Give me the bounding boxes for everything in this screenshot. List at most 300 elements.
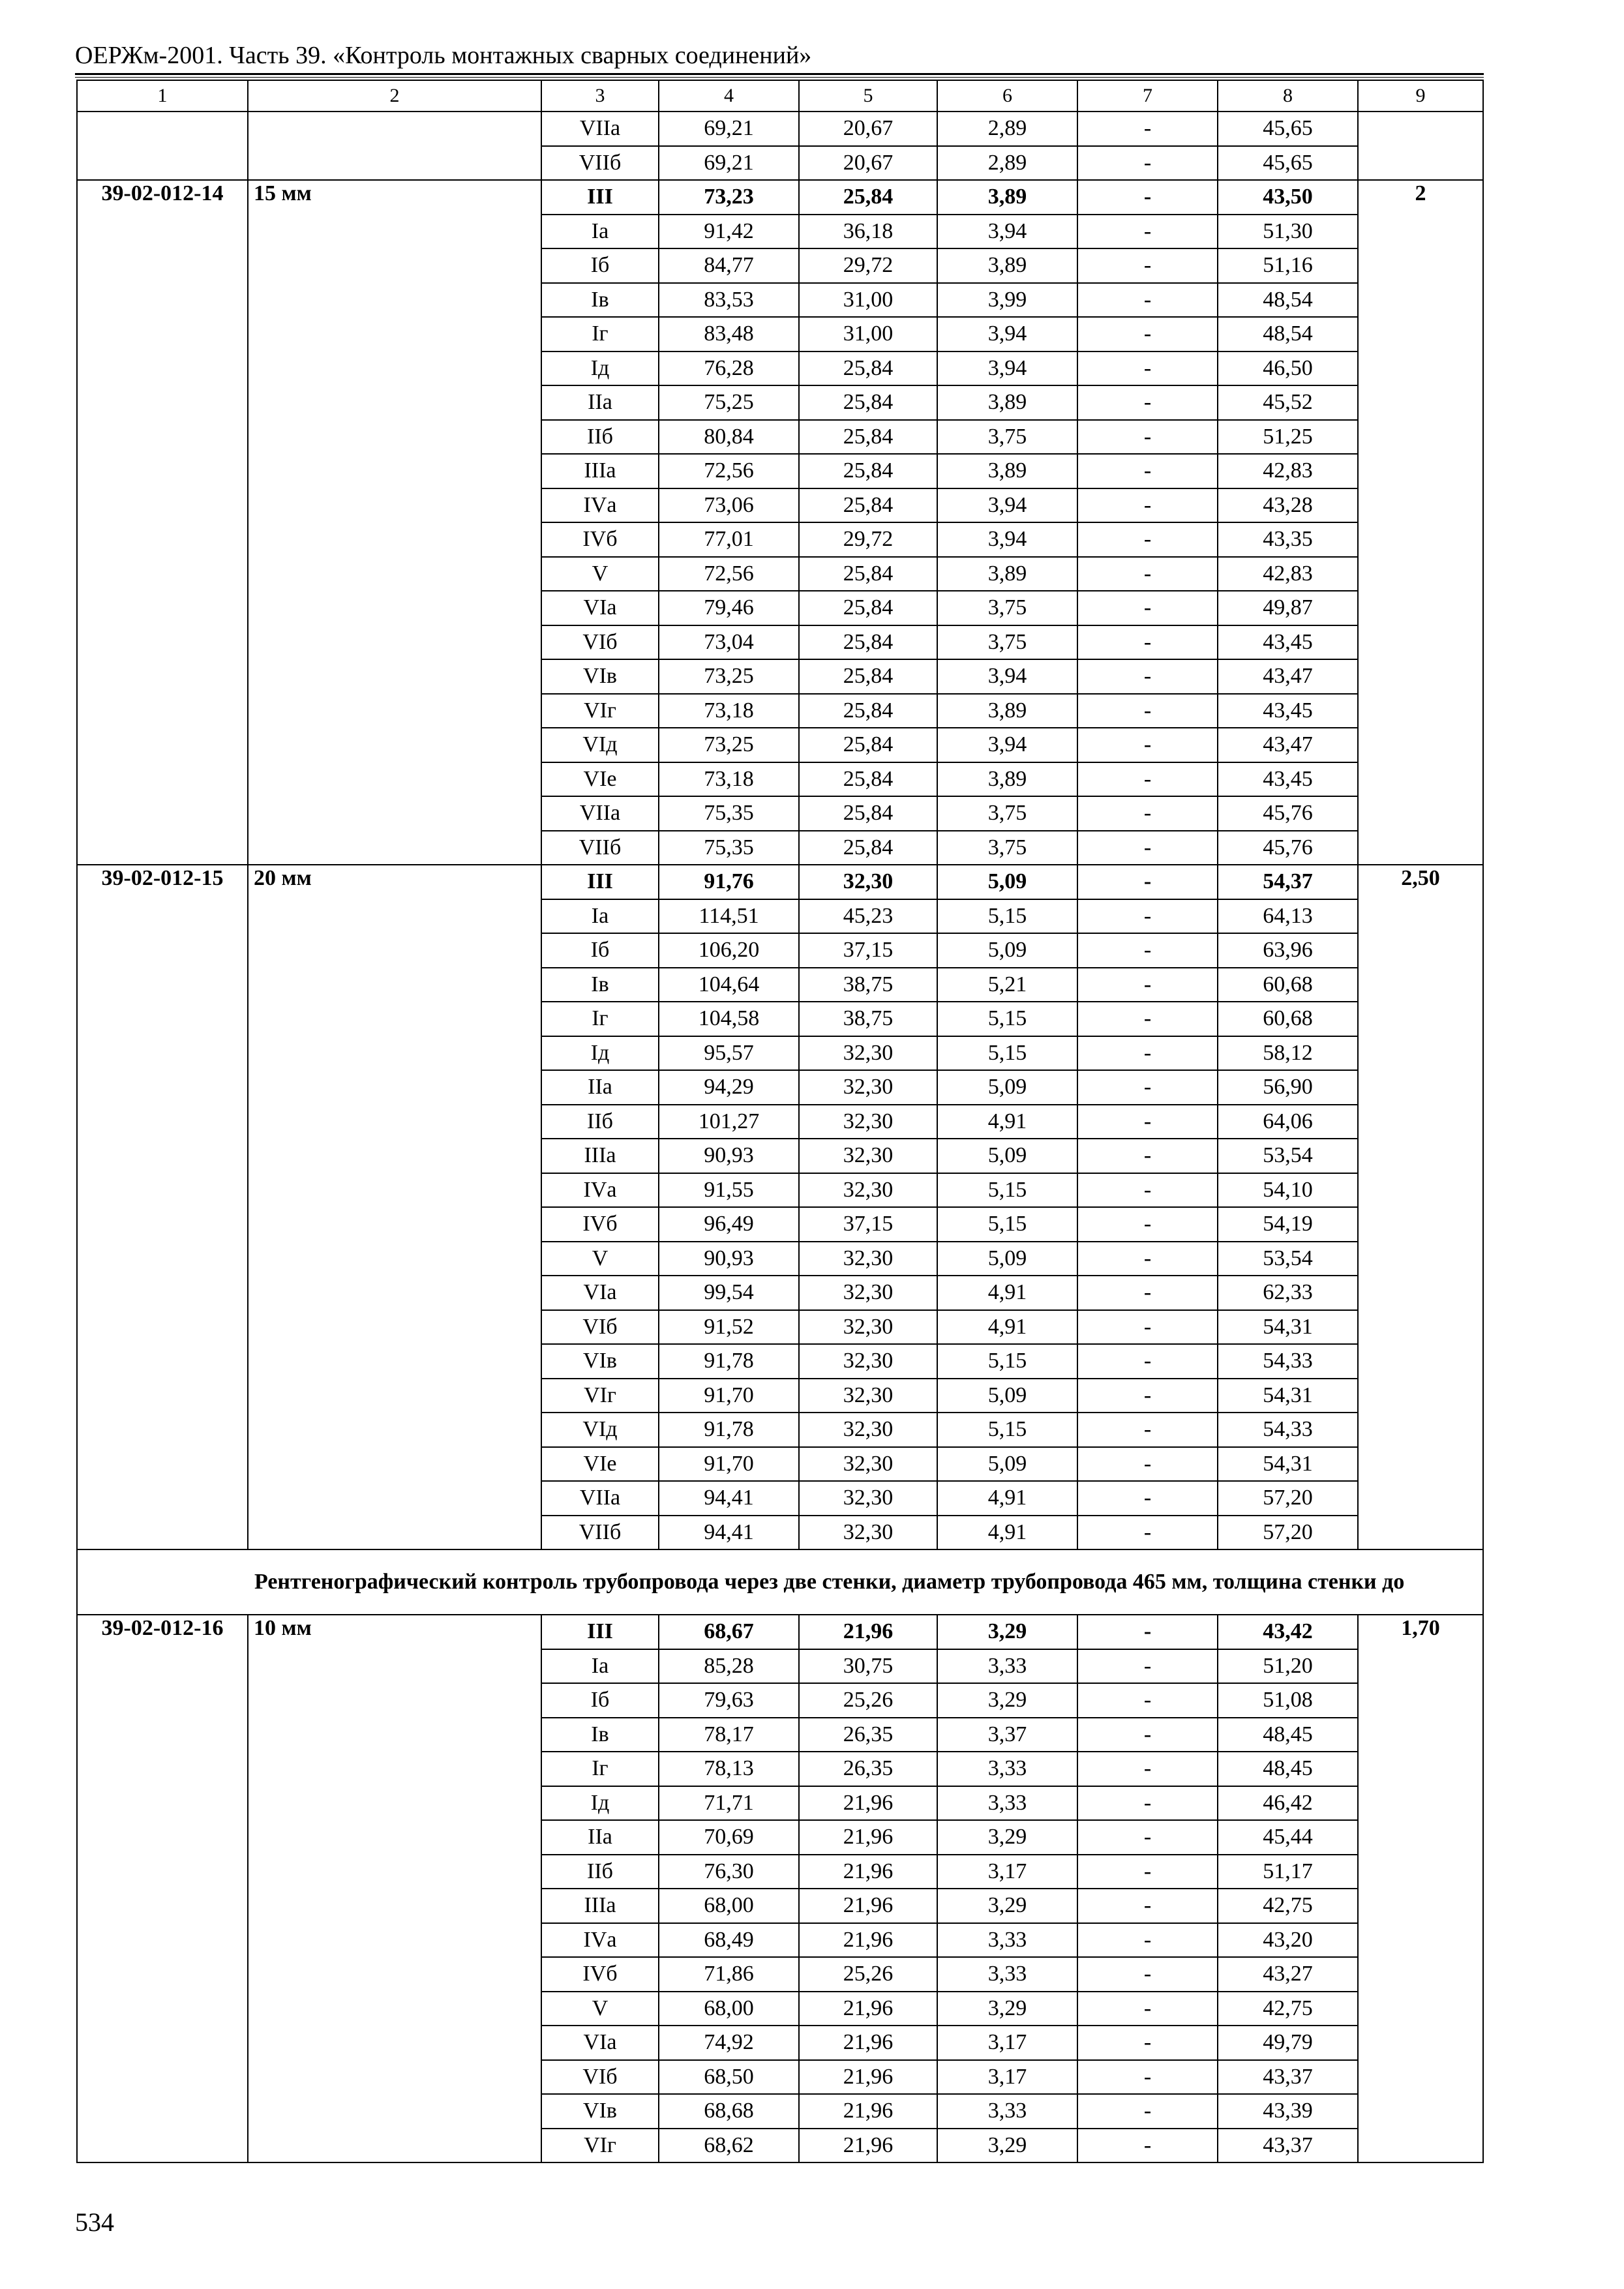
- cell-col7: -: [1077, 1649, 1218, 1684]
- cell-level: III: [541, 1615, 659, 1649]
- cell-col7: -: [1077, 1752, 1218, 1786]
- cell-level: VIд: [541, 728, 659, 762]
- cell-col8: 42,75: [1218, 1992, 1358, 2026]
- cell-col4: 79,63: [659, 1683, 799, 1718]
- cell-col6: 3,37: [937, 1718, 1077, 1752]
- column-number-6: 6: [937, 80, 1077, 112]
- cell-col5: 32,30: [799, 1413, 937, 1447]
- cell-col6: 3,29: [937, 2129, 1077, 2163]
- cell-col5: 21,96: [799, 1923, 937, 1958]
- cell-col5: 25,84: [799, 591, 937, 625]
- cell-col5: 21,96: [799, 1820, 937, 1855]
- table-row: [77, 865, 1483, 899]
- cell-col7: -: [1077, 2094, 1218, 2129]
- cell-col5: 21,96: [799, 2094, 937, 2129]
- cell-col5: 32,30: [799, 1070, 937, 1105]
- cell-col8: 64,06: [1218, 1105, 1358, 1139]
- cell-col4: 72,56: [659, 454, 799, 488]
- cell-col8: 53,54: [1218, 1139, 1358, 1173]
- cell-col8: 48,45: [1218, 1752, 1358, 1786]
- cell-col6: 3,89: [937, 557, 1077, 591]
- cell-col5: 25,84: [799, 454, 937, 488]
- rate-coefficient: 2,50: [1358, 865, 1483, 1549]
- cell-col8: 42,83: [1218, 454, 1358, 488]
- cell-level: Iа: [541, 1649, 659, 1684]
- cell-col4: 94,29: [659, 1070, 799, 1105]
- cell-level: IIб: [541, 1105, 659, 1139]
- cell-col4: 75,35: [659, 831, 799, 865]
- cell-col7: -: [1077, 1070, 1218, 1105]
- cell-col4: 68,67: [659, 1615, 799, 1649]
- cell-col5: 25,84: [799, 352, 937, 386]
- cell-col5: 38,75: [799, 968, 937, 1002]
- cell-level: Iа: [541, 215, 659, 249]
- cell-col6: 4,91: [937, 1276, 1077, 1310]
- cell-col6: 5,15: [937, 899, 1077, 934]
- cell-col5: 25,84: [799, 488, 937, 523]
- cell-col7: -: [1077, 1516, 1218, 1550]
- cell-col6: 3,94: [937, 488, 1077, 523]
- cell-col6: 4,91: [937, 1105, 1077, 1139]
- cell-col6: 3,17: [937, 2060, 1077, 2095]
- cell-col4: 78,17: [659, 1718, 799, 1752]
- cell-col7: -: [1077, 933, 1218, 968]
- cell-col6: 3,89: [937, 762, 1077, 797]
- cell-col8: 43,45: [1218, 762, 1358, 797]
- cell-col5: 25,84: [799, 831, 937, 865]
- cell-col8: 48,45: [1218, 1718, 1358, 1752]
- cell-col7: -: [1077, 1820, 1218, 1855]
- cell-col7: -: [1077, 2129, 1218, 2163]
- cell-col7: -: [1077, 796, 1218, 831]
- cell-col6: 3,33: [937, 1957, 1077, 1992]
- cell-col8: 54,33: [1218, 1344, 1358, 1379]
- cell-col6: 3,94: [937, 728, 1077, 762]
- cell-level: VIг: [541, 2129, 659, 2163]
- cell-col8: 62,33: [1218, 1276, 1358, 1310]
- header-rule-thin: [75, 77, 1484, 78]
- cell-level: IIа: [541, 1070, 659, 1105]
- cell-col7: -: [1077, 385, 1218, 420]
- cell-col4: 94,41: [659, 1481, 799, 1516]
- cell-col4: 68,68: [659, 2094, 799, 2129]
- cell-col7: -: [1077, 728, 1218, 762]
- cell-col5: 32,30: [799, 1379, 937, 1413]
- cell-col5: 21,96: [799, 1855, 937, 1889]
- cell-level: VIа: [541, 1276, 659, 1310]
- cell-col6: 5,09: [937, 1379, 1077, 1413]
- cell-col4: 99,54: [659, 1276, 799, 1310]
- cell-col4: 76,30: [659, 1855, 799, 1889]
- cell-col6: 3,94: [937, 352, 1077, 386]
- cell-col7: -: [1077, 659, 1218, 694]
- cell-col8: 51,08: [1218, 1683, 1358, 1718]
- cell-col7: -: [1077, 180, 1218, 215]
- cell-col4: 72,56: [659, 557, 799, 591]
- cell-col7: -: [1077, 1855, 1218, 1889]
- cell-col7: -: [1077, 1447, 1218, 1482]
- cell-col8: 54,31: [1218, 1310, 1358, 1345]
- cell-col5: 25,84: [799, 385, 937, 420]
- cell-col7: -: [1077, 1379, 1218, 1413]
- cell-level: Iб: [541, 248, 659, 283]
- cell-level: III: [541, 180, 659, 215]
- cell-col4: 76,28: [659, 352, 799, 386]
- cell-col4: 73,25: [659, 728, 799, 762]
- cell-col5: 32,30: [799, 1242, 937, 1276]
- cell-col7: -: [1077, 420, 1218, 455]
- cell-col7: -: [1077, 1481, 1218, 1516]
- cell-col8: 46,42: [1218, 1786, 1358, 1821]
- cell-col6: 3,29: [937, 1615, 1077, 1649]
- cell-col5: 25,26: [799, 1957, 937, 1992]
- cell-col4: 91,52: [659, 1310, 799, 1345]
- cell-col6: 2,89: [937, 146, 1077, 181]
- cell-col8: 54,37: [1218, 865, 1358, 899]
- cell-col7: -: [1077, 1413, 1218, 1447]
- cell-level: IIб: [541, 1855, 659, 1889]
- column-number-4: 4: [659, 80, 799, 112]
- cell-col7: -: [1077, 1889, 1218, 1923]
- cell-col5: 32,30: [799, 1447, 937, 1482]
- cell-col8: 43,47: [1218, 728, 1358, 762]
- cell-col8: 53,54: [1218, 1242, 1358, 1276]
- cell-level: VIIб: [541, 1516, 659, 1550]
- cell-level: VIв: [541, 2094, 659, 2129]
- cell-col8: 43,50: [1218, 180, 1358, 215]
- rate-coefficient: 2: [1358, 180, 1483, 865]
- cell-col5: 32,30: [799, 1036, 937, 1071]
- cell-col4: 77,01: [659, 522, 799, 557]
- cell-col6: 3,29: [937, 1683, 1077, 1718]
- cell-col6: 5,09: [937, 865, 1077, 899]
- cell-level: Iа: [541, 899, 659, 934]
- cell-col4: 68,00: [659, 1889, 799, 1923]
- cell-col7: -: [1077, 248, 1218, 283]
- cell-level: VIIб: [541, 146, 659, 181]
- cell-level: IVб: [541, 1957, 659, 1992]
- cell-col8: 43,35: [1218, 522, 1358, 557]
- cell-col6: 3,29: [937, 1820, 1077, 1855]
- cell-col4: 68,49: [659, 1923, 799, 1958]
- cell-col5: 38,75: [799, 1002, 937, 1036]
- cell-level: VIб: [541, 2060, 659, 2095]
- cell-col7: -: [1077, 1923, 1218, 1958]
- cell-col8: 49,79: [1218, 2026, 1358, 2060]
- column-number-1: 1: [77, 80, 248, 112]
- cell-col4: 73,06: [659, 488, 799, 523]
- cell-col4: 73,25: [659, 659, 799, 694]
- cell-level: VIе: [541, 762, 659, 797]
- rate-code: 39-02-012-14: [77, 180, 248, 865]
- cell-col7: -: [1077, 283, 1218, 318]
- cell-col5: 25,84: [799, 625, 937, 660]
- column-number-8: 8: [1218, 80, 1358, 112]
- cell-col6: 3,89: [937, 694, 1077, 728]
- cell-col6: 5,09: [937, 1242, 1077, 1276]
- cell-col4: 101,27: [659, 1105, 799, 1139]
- cell-col4: 71,71: [659, 1786, 799, 1821]
- page-header: ОЕРЖм-2001. Часть 39. «Контроль монтажных сварных соединений»: [75, 42, 812, 69]
- cell-col5: 25,26: [799, 1683, 937, 1718]
- cell-col7: -: [1077, 1786, 1218, 1821]
- cell-col5: 25,84: [799, 557, 937, 591]
- cell-level: IIIа: [541, 1139, 659, 1173]
- cell-col8: 45,44: [1218, 1820, 1358, 1855]
- cell-col7: -: [1077, 1957, 1218, 1992]
- cell-col5: 25,84: [799, 420, 937, 455]
- cell-col6: 3,94: [937, 317, 1077, 352]
- cell-col7: -: [1077, 1276, 1218, 1310]
- cell-col4: 95,57: [659, 1036, 799, 1071]
- cell-col8: 43,20: [1218, 1923, 1358, 1958]
- cell-col6: 3,94: [937, 659, 1077, 694]
- cell-col8: 43,45: [1218, 625, 1358, 660]
- cell-col5: 32,30: [799, 1481, 937, 1516]
- cell-col6: 3,17: [937, 1855, 1077, 1889]
- cell-level: VIа: [541, 2026, 659, 2060]
- cell-col4: 114,51: [659, 899, 799, 934]
- cell-col4: 68,50: [659, 2060, 799, 2095]
- rates-table: [76, 80, 1484, 2163]
- cell-col5: 30,75: [799, 1649, 937, 1684]
- cell-col5: 32,30: [799, 1139, 937, 1173]
- column-number-5: 5: [799, 80, 937, 112]
- cell-level: VIб: [541, 625, 659, 660]
- cell-level: V: [541, 1242, 659, 1276]
- rate-parameter: 20 мм: [248, 865, 541, 1549]
- cell-col8: 58,12: [1218, 1036, 1358, 1071]
- cell-col6: 4,91: [937, 1516, 1077, 1550]
- page-number: 534: [75, 2207, 114, 2237]
- cell-col7: -: [1077, 899, 1218, 934]
- cell-col7: -: [1077, 1718, 1218, 1752]
- cell-col4: 73,18: [659, 762, 799, 797]
- cell-col8: 51,30: [1218, 215, 1358, 249]
- cell-level: VIв: [541, 1344, 659, 1379]
- cell-col4: 73,23: [659, 180, 799, 215]
- cell-col4: 104,58: [659, 1002, 799, 1036]
- cell-col8: 48,54: [1218, 283, 1358, 318]
- rate-parameter: [248, 112, 541, 180]
- cell-col8: 45,52: [1218, 385, 1358, 420]
- cell-col6: 3,33: [937, 1649, 1077, 1684]
- cell-col6: 2,89: [937, 112, 1077, 146]
- cell-level: VIг: [541, 1379, 659, 1413]
- cell-col4: 90,93: [659, 1242, 799, 1276]
- cell-col4: 68,00: [659, 1992, 799, 2026]
- cell-col8: 45,65: [1218, 146, 1358, 181]
- cell-col5: 32,30: [799, 1276, 937, 1310]
- cell-col6: 5,15: [937, 1173, 1077, 1208]
- cell-col5: 36,18: [799, 215, 937, 249]
- cell-col5: 21,96: [799, 1615, 937, 1649]
- cell-col6: 4,91: [937, 1310, 1077, 1345]
- cell-level: VIе: [541, 1447, 659, 1482]
- cell-col7: -: [1077, 1344, 1218, 1379]
- cell-col4: 70,69: [659, 1820, 799, 1855]
- cell-col6: 5,09: [937, 1447, 1077, 1482]
- cell-col7: -: [1077, 1002, 1218, 1036]
- cell-col7: -: [1077, 865, 1218, 899]
- cell-col6: 3,75: [937, 831, 1077, 865]
- cell-level: Iб: [541, 1683, 659, 1718]
- cell-col5: 25,84: [799, 180, 937, 215]
- cell-col8: 57,20: [1218, 1481, 1358, 1516]
- cell-col4: 91,78: [659, 1413, 799, 1447]
- cell-col7: -: [1077, 1310, 1218, 1345]
- cell-level: VIб: [541, 1310, 659, 1345]
- cell-col7: -: [1077, 112, 1218, 146]
- cell-col4: 94,41: [659, 1516, 799, 1550]
- cell-col4: 96,49: [659, 1207, 799, 1242]
- cell-col6: 3,33: [937, 1752, 1077, 1786]
- cell-col8: 45,76: [1218, 831, 1358, 865]
- cell-col5: 32,30: [799, 1516, 937, 1550]
- rate-parameter: 15 мм: [248, 180, 541, 865]
- cell-level: V: [541, 557, 659, 591]
- cell-level: Iг: [541, 1002, 659, 1036]
- cell-col8: 51,20: [1218, 1649, 1358, 1684]
- cell-col4: 68,62: [659, 2129, 799, 2163]
- cell-col7: -: [1077, 2060, 1218, 2095]
- cell-col7: -: [1077, 522, 1218, 557]
- cell-level: Iд: [541, 1786, 659, 1821]
- cell-level: V: [541, 1992, 659, 2026]
- cell-col8: 48,54: [1218, 317, 1358, 352]
- cell-col6: 3,17: [937, 2026, 1077, 2060]
- cell-col7: -: [1077, 2026, 1218, 2060]
- cell-col4: 104,64: [659, 968, 799, 1002]
- rate-coefficient: 1,70: [1358, 1615, 1483, 2162]
- cell-col4: 84,77: [659, 248, 799, 283]
- cell-col6: 3,89: [937, 248, 1077, 283]
- cell-level: VIIа: [541, 796, 659, 831]
- cell-col7: -: [1077, 625, 1218, 660]
- cell-col6: 5,15: [937, 1413, 1077, 1447]
- cell-col5: 20,67: [799, 112, 937, 146]
- cell-col5: 29,72: [799, 522, 937, 557]
- cell-col4: 69,21: [659, 146, 799, 181]
- cell-col5: 32,30: [799, 1344, 937, 1379]
- cell-col4: 79,46: [659, 591, 799, 625]
- rate-coefficient: [1358, 112, 1483, 180]
- cell-col7: -: [1077, 557, 1218, 591]
- cell-col7: -: [1077, 968, 1218, 1002]
- cell-col7: -: [1077, 454, 1218, 488]
- column-number-2: 2: [248, 80, 541, 112]
- cell-col8: 63,96: [1218, 933, 1358, 968]
- cell-level: Iв: [541, 1718, 659, 1752]
- cell-level: VIа: [541, 591, 659, 625]
- column-number-9: 9: [1358, 80, 1483, 112]
- cell-col7: -: [1077, 762, 1218, 797]
- cell-col5: 32,30: [799, 1105, 937, 1139]
- cell-level: Iв: [541, 283, 659, 318]
- cell-col7: -: [1077, 1173, 1218, 1208]
- cell-col8: 43,28: [1218, 488, 1358, 523]
- cell-col5: 25,84: [799, 694, 937, 728]
- cell-col5: 29,72: [799, 248, 937, 283]
- cell-level: IIа: [541, 385, 659, 420]
- cell-col6: 5,09: [937, 1070, 1077, 1105]
- cell-col6: 3,33: [937, 2094, 1077, 2129]
- rate-parameter: 10 мм: [248, 1615, 541, 2162]
- cell-col8: 42,83: [1218, 557, 1358, 591]
- cell-level: VIг: [541, 694, 659, 728]
- cell-col8: 43,39: [1218, 2094, 1358, 2129]
- cell-col6: 5,15: [937, 1344, 1077, 1379]
- cell-col7: -: [1077, 1615, 1218, 1649]
- cell-col6: 5,15: [937, 1036, 1077, 1071]
- cell-col8: 54,19: [1218, 1207, 1358, 1242]
- cell-col5: 21,96: [799, 2129, 937, 2163]
- cell-col8: 51,25: [1218, 420, 1358, 455]
- cell-level: Iг: [541, 1752, 659, 1786]
- rate-code: 39-02-012-15: [77, 865, 248, 1549]
- cell-level: IIа: [541, 1820, 659, 1855]
- cell-col7: -: [1077, 831, 1218, 865]
- cell-col6: 3,94: [937, 522, 1077, 557]
- cell-col4: 106,20: [659, 933, 799, 968]
- cell-level: III: [541, 865, 659, 899]
- cell-col7: -: [1077, 352, 1218, 386]
- cell-col6: 4,91: [937, 1481, 1077, 1516]
- cell-col8: 43,37: [1218, 2060, 1358, 2095]
- section-row: [77, 1549, 1483, 1615]
- cell-col6: 5,21: [937, 968, 1077, 1002]
- section-title: Рентгенографический контроль трубопровода через две стенки, диаметр трубопровода 465 мм, толщина стенки до: [248, 1549, 1483, 1615]
- column-number-7: 7: [1077, 80, 1218, 112]
- cell-col4: 91,42: [659, 215, 799, 249]
- cell-col8: 60,68: [1218, 968, 1358, 1002]
- cell-level: IIб: [541, 420, 659, 455]
- cell-col8: 54,31: [1218, 1447, 1358, 1482]
- cell-col4: 75,25: [659, 385, 799, 420]
- cell-col7: -: [1077, 215, 1218, 249]
- table-body: [77, 80, 1483, 2162]
- cell-col7: -: [1077, 317, 1218, 352]
- cell-level: IVб: [541, 1207, 659, 1242]
- cell-col8: 57,20: [1218, 1516, 1358, 1550]
- cell-col4: 83,48: [659, 317, 799, 352]
- cell-col8: 43,45: [1218, 694, 1358, 728]
- cell-col4: 91,76: [659, 865, 799, 899]
- cell-level: Iд: [541, 352, 659, 386]
- cell-col5: 31,00: [799, 317, 937, 352]
- cell-col7: -: [1077, 1683, 1218, 1718]
- cell-col8: 45,65: [1218, 112, 1358, 146]
- rate-code: 39-02-012-16: [77, 1615, 248, 2162]
- cell-col8: 43,37: [1218, 2129, 1358, 2163]
- cell-col6: 3,29: [937, 1889, 1077, 1923]
- cell-col5: 21,96: [799, 2060, 937, 2095]
- rate-code: [77, 112, 248, 180]
- cell-col5: 37,15: [799, 1207, 937, 1242]
- cell-col8: 51,17: [1218, 1855, 1358, 1889]
- cell-col5: 26,35: [799, 1718, 937, 1752]
- cell-col6: 3,75: [937, 591, 1077, 625]
- cell-col5: 25,84: [799, 762, 937, 797]
- cell-level: Iб: [541, 933, 659, 968]
- cell-col6: 3,75: [937, 625, 1077, 660]
- cell-col6: 3,33: [937, 1923, 1077, 1958]
- cell-col4: 91,70: [659, 1379, 799, 1413]
- cell-col8: 54,31: [1218, 1379, 1358, 1413]
- cell-col6: 3,75: [937, 420, 1077, 455]
- cell-col4: 90,93: [659, 1139, 799, 1173]
- cell-col4: 91,55: [659, 1173, 799, 1208]
